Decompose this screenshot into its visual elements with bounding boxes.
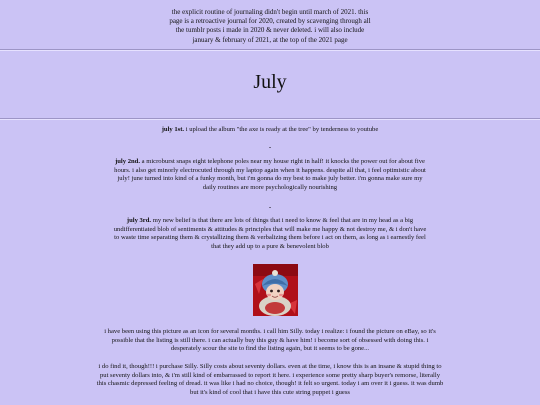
entry-text: i upload the album "the axe is ready at the tree" by tenderness to youtube	[185, 126, 379, 133]
page-title: July	[253, 71, 287, 93]
divider-top	[0, 49, 540, 51]
intro-line: the explicit routine of journaling didn't begin until march of 2021. this	[171, 8, 369, 16]
entry-separator: -	[268, 203, 272, 211]
divider-below-title	[0, 118, 540, 120]
intro-line: page is a retroactive journal for 2020, created by scavenging through all	[169, 17, 371, 26]
intro-note	[160, 8, 380, 45]
intro-line: the tumblr posts i made in 2020 & never deleted. i will also include	[175, 26, 365, 35]
silly-puppet-photo	[253, 264, 298, 316]
entry-date: july 2nd.	[115, 158, 140, 165]
journal-entry-july-3	[112, 217, 428, 251]
entry-text: a microburst snaps eight telephone poles near my house right in half! it knocks the power out for about five hours. i also get minorly electrocuted through my laptop again when it happens. despite all that, i feel optimistic about july! june turned into kind of a funky month, but i'm gonna do my best to make july better. i'm gonna make sure my daily routines are more psychologically nourishing	[114, 158, 426, 191]
puppet-image	[253, 264, 298, 316]
journal-entry-july-2	[112, 158, 428, 192]
entry-separator: -	[268, 143, 272, 151]
entry-text: my new belief is that there are lots of things that i need to know & feel that are in my head as a big undifferentiated blob of sentiments & attitudes & principles that will make me happy & not destroy me, & i don't have to waste time separating them & crystallizing them & verbalizing them before i act on them, as long as i earnestly feel that they add up to a pure & benevolent blob	[113, 217, 427, 250]
paragraph-silly-purchase: i do find it, though!!! i purchase Silly. Silly costs about seventy dollars. even at the time, i know this is an insane & stupid thing to put seventy dollars into, & i'm still kind of embarrassed to report it here. i experience some pretty sharp buyer's remorse, literally this chasmic depressed feeling of dread. it was like i had no choice, though! it felt so urgent. today i am over it i guess. it was dumb but it's kind of cool that i have this cute string puppet i guess	[96, 363, 444, 396]
entry-date: july 3rd.	[126, 217, 152, 224]
entry-date: july 1st.	[161, 126, 185, 133]
paragraph-silly-icon: i have been using this picture as an icon for several months. i call him Silly. today i realize: i found the picture on eBay, so it's possible that the listing is still there. i can actually buy this guy & have him! i become sort of obsessed with doing this. i desperately scour the site to find the listing again, but it seems to be gone...	[104, 328, 436, 353]
journal-entry-july-1	[112, 126, 428, 135]
intro-line: january & february of 2021, at the top of the 2021 page	[192, 35, 348, 44]
